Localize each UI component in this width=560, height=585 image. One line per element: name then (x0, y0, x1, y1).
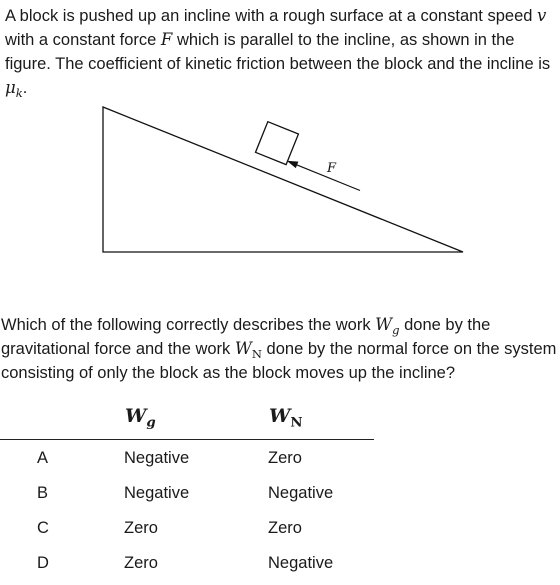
choice-wn-value: Zero (268, 449, 302, 467)
choice-letter: A (37, 449, 49, 467)
question-text (1, 313, 557, 385)
intro-text-4: . (22, 79, 28, 97)
question-text-3: done by the normal force on the system consisting of only the block as the block moves up the incline? (1, 340, 557, 382)
choice-wn-value: Negative (268, 554, 334, 572)
choice-letter: D (37, 554, 49, 572)
work-normal-subscript: N (251, 347, 262, 362)
choice-wg-value: Negative (124, 449, 190, 467)
force-symbol: F (160, 30, 173, 49)
intro-text-1: A block is pushed up an incline with a rough surface at a constant speed (5, 7, 538, 25)
speed-symbol: v (537, 6, 547, 25)
incline-figure (96, 100, 468, 258)
choice-letter: B (37, 484, 49, 502)
answer-row-c[interactable] (0, 513, 374, 543)
choice-wg-value: Zero (124, 554, 158, 572)
work-gravity-subscript: g (392, 323, 400, 338)
table-header-rule (0, 439, 374, 440)
answer-row-d[interactable] (0, 548, 374, 578)
friction-coefficient-symbol: $\mu_k$ (5, 78, 23, 101)
force-label: F (327, 161, 337, 176)
choice-wn-value: Zero (268, 519, 302, 537)
choice-wn-value: Negative (268, 484, 334, 502)
answer-row-a[interactable] (0, 443, 374, 473)
intro-text-2: with a constant force (5, 31, 161, 49)
intro-text-3: which is parallel to the incline, as shown in the figure. The coefficient of kinetic friction between the block and the incline is (5, 31, 551, 73)
header-work-normal: $W_N$ (269, 405, 303, 431)
force-arrow-head (287, 161, 299, 168)
choice-wg-value: Negative (124, 484, 190, 502)
work-gravity-symbol: $W_g$ (375, 315, 400, 338)
header-work-gravity: $W_g$ (125, 405, 156, 431)
choice-letter: C (37, 519, 49, 537)
question-text-2: done by the gravitational force and the work (1, 316, 491, 358)
problem-statement (5, 4, 558, 100)
work-normal-symbol: $W_N$ (234, 339, 262, 362)
question-text-1: Which of the following correctly describes the work (1, 316, 376, 334)
choice-wg-value: Zero (124, 519, 158, 537)
friction-coefficient-subscript: k (15, 86, 23, 101)
block (256, 122, 299, 165)
answer-row-b[interactable] (0, 478, 374, 508)
